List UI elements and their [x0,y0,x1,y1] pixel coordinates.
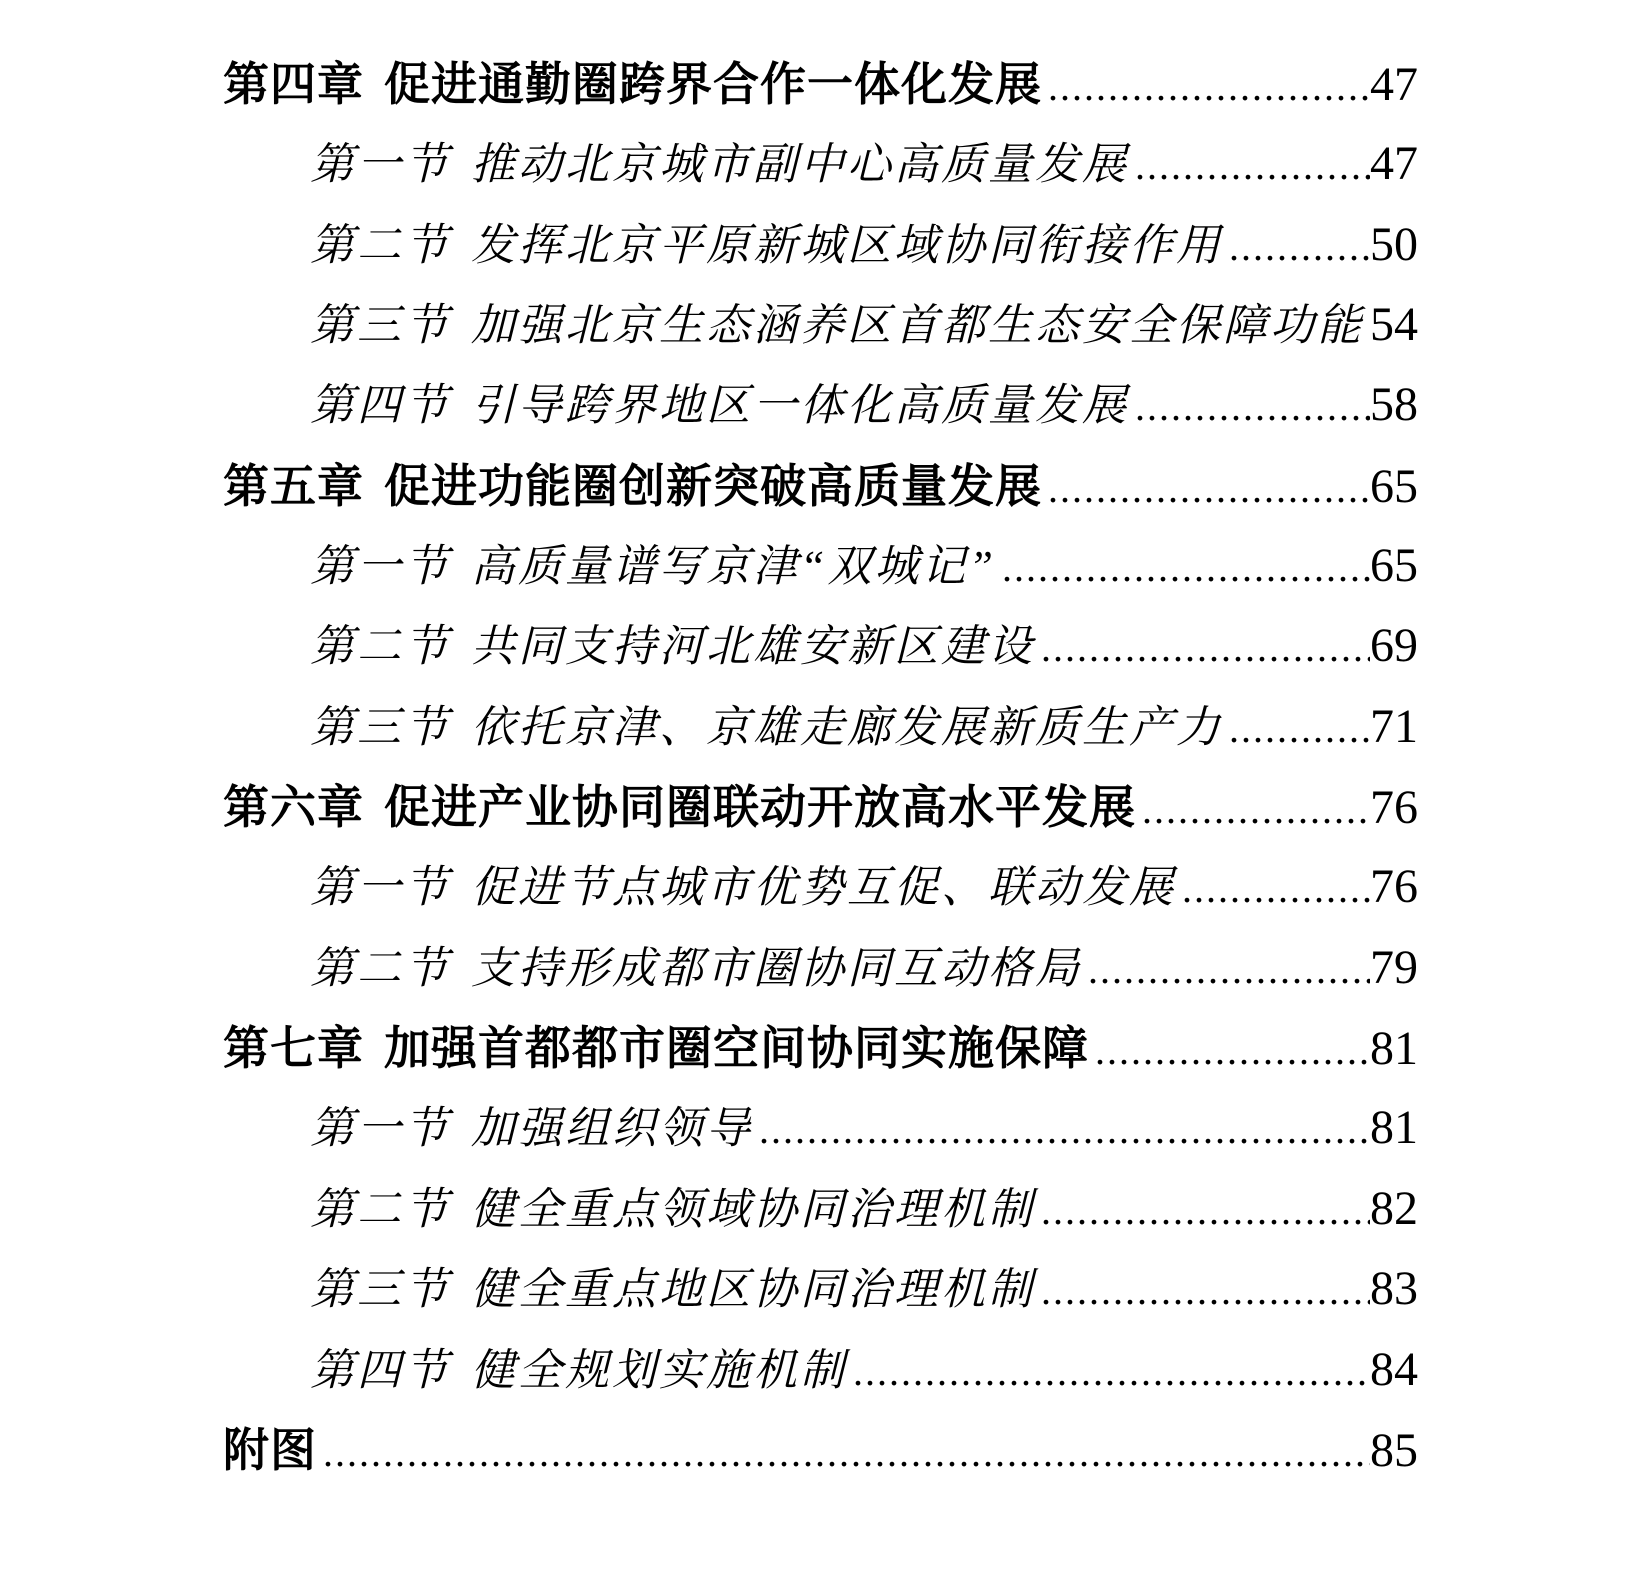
dot-leader [1035,608,1370,688]
toc-entry-title: 引导跨界地区一体化高质量发展 [471,381,1129,431]
toc-entry-label: 第一节 [310,1104,451,1154]
toc-entry-3[interactable] [223,285,1418,365]
toc-entry-page: 71 [1370,699,1418,753]
toc-entry-title: 附图 [223,1423,317,1476]
dot-leader [1223,689,1370,769]
toc-entry-title: 健全重点领域协同治理机制 [471,1184,1035,1234]
toc-entry-page: 47 [1370,137,1418,191]
toc-entry-label: 第三节 [310,301,451,351]
toc-entry-17[interactable] [223,1410,1418,1490]
toc-entry-title: 促进节点城市优势互促、联动发展 [471,863,1176,913]
toc-entry-page: 76 [1370,781,1418,835]
toc-entry-page: 65 [1370,539,1418,593]
toc-entry-13[interactable] [223,1088,1418,1168]
toc-entry-page: 79 [1370,940,1418,994]
dot-leader [996,528,1370,608]
toc-entry-title: 加强北京生态涵养区首都生态安全保障功能 [471,301,1364,351]
toc-entry-label: 第一节 [310,140,451,190]
toc-entry-title: 健全规划实施机制 [471,1345,847,1395]
toc-entry-9[interactable] [223,767,1418,847]
toc-entry-10[interactable] [223,847,1418,927]
toc-entry-label: 第四节 [310,1345,451,1395]
dot-leader [1129,126,1370,206]
toc-entry-7[interactable] [223,606,1418,686]
toc-entry-label: 第三节 [310,702,451,752]
toc-entry-label: 第二节 [310,622,451,672]
dot-leader [1176,849,1370,929]
toc-entry-2[interactable] [223,205,1418,285]
toc-entry-title: 促进产业协同圈联动开放高水平发展 [384,781,1136,834]
toc-entry-title: 加强组织领导 [471,1104,753,1154]
dot-leader [1082,930,1370,1010]
toc-entry-label: 第二节 [310,220,451,270]
toc-entry-label: 第七章 [223,1022,364,1075]
toc-entry-page: 54 [1370,298,1418,352]
dot-leader [753,1090,1370,1170]
toc-entry-page: 85 [1370,1423,1418,1477]
toc-entry-page: 81 [1370,1022,1418,1076]
toc-entry-label: 第五章 [223,459,364,512]
dot-leader [1035,1251,1370,1331]
toc-entry-label: 第四节 [310,381,451,431]
toc-entry-label: 第一节 [310,863,451,913]
toc-entry-15[interactable] [223,1249,1418,1329]
toc-entry-title: 发挥北京平原新城区域协同衔接作用 [471,220,1223,270]
toc-entry-8[interactable] [223,687,1418,767]
toc-entry-label: 第四章 [223,58,364,110]
toc-entry-label: 第一节 [310,542,451,592]
toc-entry-page: 84 [1370,1342,1418,1396]
dot-leader [1136,770,1370,850]
toc-entry-page: 76 [1370,860,1418,914]
toc-entry-5[interactable] [223,446,1418,526]
toc-entry-11[interactable] [223,928,1418,1008]
dot-leader [1042,47,1370,127]
toc-entry-page: 47 [1370,58,1418,111]
toc-entry-title: 共同支持河北雄安新区建设 [471,622,1035,672]
toc-entry-page: 69 [1370,619,1418,673]
toc-entry-title: 促进通勤圈跨界合作一体化发展 [384,58,1042,110]
dot-leader [317,1413,1370,1493]
toc-entry-label: 第六章 [223,781,364,834]
toc-entry-page: 50 [1370,217,1418,271]
toc-entry-title: 高质量谱写京津“双城记” [471,542,996,592]
toc-entry-14[interactable] [223,1169,1418,1249]
toc-entry-page: 82 [1370,1181,1418,1235]
toc-entry-title: 支持形成都市圈协同互动格局 [471,943,1082,993]
toc-entry-6[interactable] [223,526,1418,606]
toc-entry-title: 加强首都都市圈空间协同实施保障 [384,1022,1089,1075]
toc-entry-label: 第二节 [310,943,451,993]
toc-entry-page: 65 [1370,459,1418,513]
toc-entry-page: 58 [1370,378,1418,432]
toc-entry-page: 81 [1370,1101,1418,1155]
dot-leader [1035,1171,1370,1251]
toc-entry-1[interactable] [223,124,1418,204]
toc-entry-title: 依托京津、京雄走廊发展新质生产力 [471,702,1223,752]
dot-leader [1223,207,1370,287]
toc-entry-page: 83 [1370,1262,1418,1316]
toc-entry-0[interactable] [223,44,1418,124]
dot-leader [1129,367,1370,447]
dot-leader [1042,449,1370,529]
dot-leader [1089,1011,1370,1091]
toc-entry-title: 推动北京城市副中心高质量发展 [471,140,1129,190]
toc-list [223,44,1418,1490]
toc-entry-label: 第二节 [310,1184,451,1234]
toc-entry-title: 促进功能圈创新突破高质量发展 [384,459,1042,512]
dot-leader [847,1332,1370,1412]
toc-entry-title: 健全重点地区协同治理机制 [471,1265,1035,1315]
toc-entry-4[interactable] [223,365,1418,445]
toc-entry-label: 第三节 [310,1265,451,1315]
toc-entry-16[interactable] [223,1330,1418,1410]
toc-entry-12[interactable] [223,1008,1418,1088]
